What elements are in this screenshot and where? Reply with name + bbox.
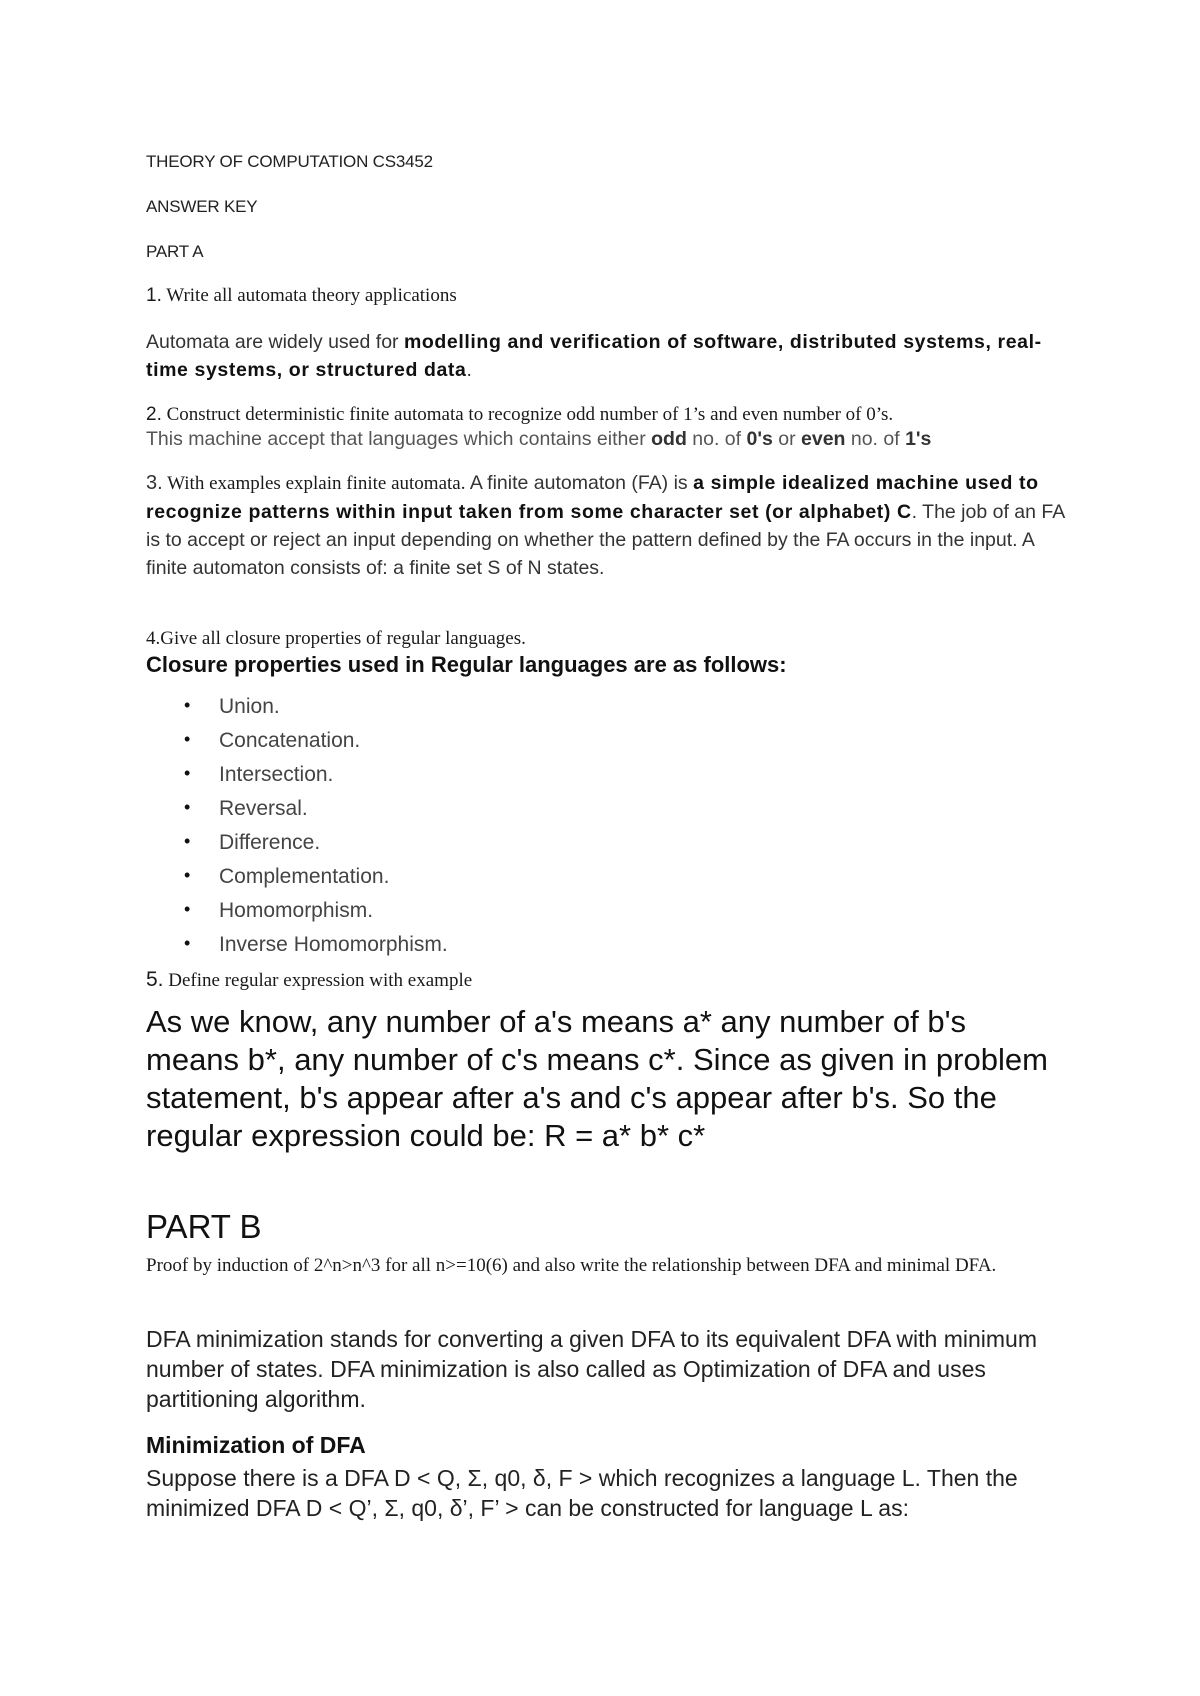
- question-3-text: With examples explain finite automata.: [162, 473, 466, 494]
- answer-5: As we know, any number of a's means a* any number of b's means b*, any number of c's means c*. Since as given in problem statement, b's appear after a's and c's appear after b's. So the regular expression could be: R = a* b* c*: [146, 1004, 1048, 1153]
- answer-1-suffix: .: [466, 359, 472, 381]
- bullet-icon: •: [184, 865, 191, 885]
- question-5-number: 5.: [146, 968, 164, 991]
- question-1: [146, 285, 457, 307]
- closure-heading: Closure properties used in Regular languages are as follows:: [146, 652, 787, 677]
- answer-2-ones: 1's: [905, 428, 932, 450]
- answer-3-bold: a simple idealized machine used to recognize patterns within input taken from some character set (or alphabet) C: [146, 472, 1039, 523]
- answer-1-prefix: Automata are widely used for: [146, 331, 404, 353]
- answer-3-suffix: . The job of an FA is to accept or reject an input depending on whether the pattern defined by the FA occurs in the input. A finite automaton consists of: a finite set S of N states.: [146, 501, 1065, 579]
- bullet-icon: •: [184, 933, 191, 953]
- part-b-title: PART B: [146, 1208, 262, 1245]
- answer-2-odd: odd: [651, 428, 687, 450]
- answer-key-label: ANSWER KEY: [146, 197, 258, 216]
- answer-1: [146, 328, 1066, 384]
- answer-2: [146, 428, 931, 451]
- question-5: [146, 968, 472, 992]
- answer-2-part-a: This machine accept that languages which contains either: [146, 428, 652, 450]
- bullet-icon: •: [184, 831, 191, 851]
- bullet-icon: •: [184, 797, 191, 817]
- question-4: 4.Give all closure properties of regular languages.: [146, 628, 526, 649]
- answer-2-even: even: [801, 428, 846, 450]
- dfa-minimization-paragraph: DFA minimization stands for converting a given DFA to its equivalent DFA with minimum number of states. DFA minimization is also called as Optimization of DFA and uses partitioning algorithm.: [146, 1326, 1037, 1412]
- bullet-icon: •: [184, 729, 191, 749]
- minimization-heading: Minimization of DFA: [146, 1432, 366, 1458]
- question-2-number: 2.: [146, 404, 162, 425]
- answer-2-zeros: 0's: [746, 428, 773, 450]
- question-5-text: Define regular expression with example: [163, 970, 473, 991]
- answer-2-part-g: no. of: [845, 428, 906, 450]
- answer-2-part-c: no. of: [686, 428, 747, 450]
- question-1-text: Write all automata theory applications: [161, 285, 457, 306]
- answer-2-part-e: or: [772, 428, 801, 450]
- bullet-icon: •: [184, 899, 191, 919]
- bullet-icon: •: [184, 695, 191, 715]
- question-3-number: 3.: [146, 472, 163, 494]
- answer-1-bold: modelling and verification of software, distributed systems, real-time systems, or structured data: [146, 331, 1042, 381]
- question-2-text: Construct deterministic finite automata to recognize odd number of 1’s and even number of 0’s.: [161, 404, 894, 425]
- minimization-paragraph: Suppose there is a DFA D < Q, Σ, q0, δ, F > which recognizes a language L. Then the minimized DFA D < Q’, Σ, q0, δ’, F’ > can be constructed for language L as:: [146, 1465, 1018, 1521]
- question-1-number: 1.: [146, 285, 162, 306]
- bullet-icon: •: [184, 763, 191, 783]
- answer-3-prefix: A finite automaton (FA) is: [465, 472, 694, 494]
- course-title: THEORY OF COMPUTATION CS3452: [146, 152, 433, 171]
- question-2: [146, 404, 893, 426]
- part-a-label: PART A: [146, 242, 204, 261]
- part-b-question: Proof by induction of 2^n>n^3 for all n>=10(6) and also write the relationship between DFA and minimal DFA.: [146, 1255, 997, 1276]
- question-3: [146, 469, 1066, 582]
